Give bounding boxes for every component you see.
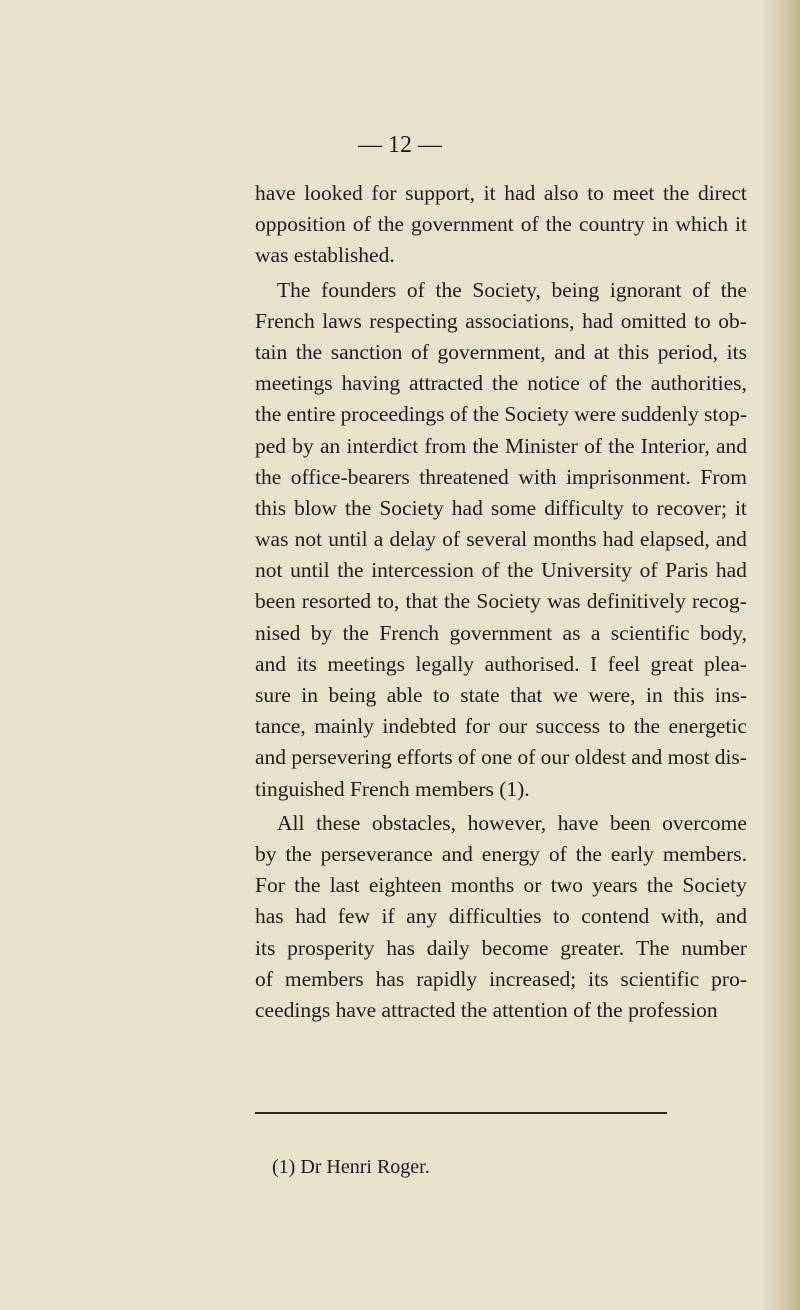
text-line: ceedings have attracted the attention of the profession xyxy=(255,997,718,1022)
page-number: — 12 — xyxy=(358,132,442,158)
text-line: was established. xyxy=(255,243,395,268)
text-line: tain the sanction of government, and at this period, its xyxy=(255,339,747,364)
text-line: this blow the Society had some difficulty to recover; it xyxy=(255,495,747,520)
text-line: by the perseverance and energy of the early members. xyxy=(255,841,747,866)
text-line: and its meetings legally authorised. I feel great plea- xyxy=(255,651,747,676)
text-line: All these obstacles, however, have been overcome xyxy=(277,810,747,835)
page-edge-shadow xyxy=(760,0,800,1310)
text-line: ped by an interdict from the Minister of the Interior, and xyxy=(255,433,747,458)
text-line: has had few if any difficulties to contend with, and xyxy=(255,904,747,929)
text-line: opposition of the government of the country in which it xyxy=(255,212,747,237)
text-line: have looked for support, it had also to meet the direct xyxy=(255,181,747,205)
text-line: For the last eighteen months or two years the Society xyxy=(255,873,747,898)
text-line: the office-bearers threatened with imprisonment. From xyxy=(255,464,747,489)
text-line: and persevering efforts of one of our oldest and most dis- xyxy=(255,745,747,770)
footnote-rule xyxy=(255,1112,667,1114)
text-line: meetings having attracted the notice of the authorities, xyxy=(255,371,747,396)
text-line: was not until a delay of several months had elapsed, and xyxy=(255,527,747,552)
text-line: the entire proceedings of the Society were suddenly stop- xyxy=(255,402,747,427)
text-line: nised by the French government as a scientific body, xyxy=(255,620,747,645)
text-line: not until the intercession of the University of Paris had xyxy=(255,558,747,583)
text-line: its prosperity has daily become greater. The number xyxy=(255,935,747,960)
body-text xyxy=(255,178,747,1026)
text-line: French laws respecting associations, had omitted to ob- xyxy=(255,308,747,333)
text-line: tinguished French members (1). xyxy=(255,776,530,801)
text-line: tance, mainly indebted for our success to the energetic xyxy=(255,714,747,739)
text-line: sure in being able to state that we were, in this ins- xyxy=(255,683,747,707)
text-line: The founders of the Society, being ignorant of the xyxy=(277,277,747,302)
text-line: of members has rapidly increased; its scientific pro- xyxy=(255,966,747,991)
text-line: been resorted to, that the Society was definitively recog- xyxy=(255,589,747,614)
footnote: (1) Dr Henri Roger. xyxy=(272,1156,430,1178)
